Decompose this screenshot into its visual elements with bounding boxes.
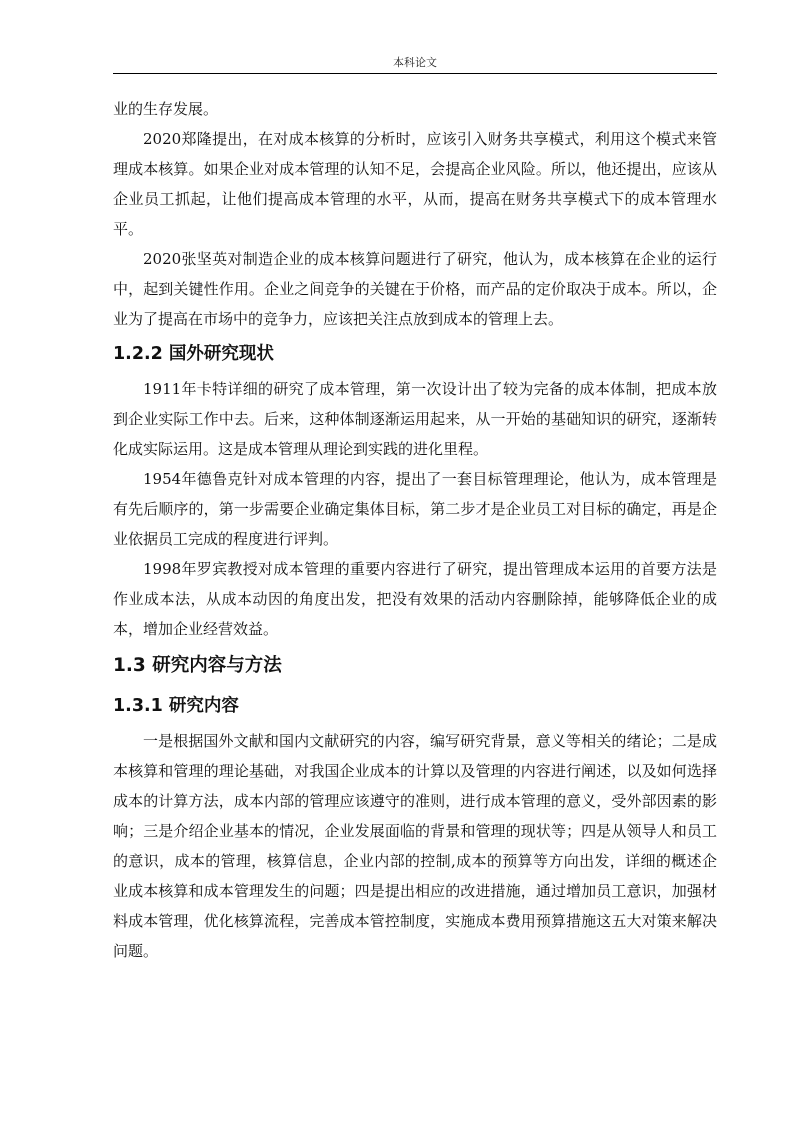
section-heading-1-3: 1.3 研究内容与方法 xyxy=(113,655,282,676)
paragraph: 2020郑隆提出，在对成本核算的分析时，应该引入财务共享模式，利用这个模式来管理成本核算。如果企业对成本管理的认知不足，会提高企业风险。所以，他还提出，应该从企业员工抓起，让他们提高成本管理的水平，从而，提高在财务共享模式下的成本管理水平。 xyxy=(113,130,717,238)
section-heading-1-3-1: 1.3.1 研究内容 xyxy=(113,696,239,716)
paragraph: 1911年卡特详细的研究了成本管理，第一次设计出了较为完备的成本体制，把成本放到企业实际工作中去。后来，这种体制逐渐运用起来，从一开始的基础知识的研究，逐渐转化成实际运用。这是成本管理从理论到实践的进化里程。 xyxy=(113,380,717,458)
paragraph: 一是根据国外文献和国内文献研究的内容，编写研究背景，意义等相关的绪论；二是成本核算和管理的理论基础，对我国企业成本的计算以及管理的内容进行阐述，以及如何选择成本的计算方法，成本内部的管理应该遵守的准则，进行成本管理的意义，受外部因素的影响；三是介绍企业基本的情况，企业发展面临的背景和管理的现状等；四是从领导人和员工的意识，成本的管理，核算信息，企业内部的控制,成本的预算等方向出发，详细的概述企业成本核算和成本管理发生的问题；四是提出相应的改进措施，通过增加员工意识，加强材料成本管理，优化核算流程，完善成本管控制度，实施成本费用预算措施这五大对策来解决问题。 xyxy=(113,732,717,960)
page-body xyxy=(113,94,717,966)
section-heading-1-2-2: 1.2.2 国外研究现状 xyxy=(113,344,274,364)
running-header: 本科论文 xyxy=(393,56,437,69)
paragraph: 业的生存发展。 xyxy=(113,100,219,118)
paragraph: 2020张坚英对制造企业的成本核算问题进行了研究，他认为，成本核算在企业的运行中，起到关键性作用。企业之间竞争的关键在于价格，而产品的定价取决于成本。所以，企业为了提高在市场中的竞争力，应该把关注点放到成本的管理上去。 xyxy=(113,250,717,328)
header-rule xyxy=(113,73,717,74)
paragraph: 1954年德鲁克针对成本管理的内容，提出了一套目标管理理论，他认为，成本管理是有先后顺序的，第一步需要企业确定集体目标，第二步才是企业员工对目标的确定，再是企业依据员工完成的程度进行评判。 xyxy=(113,470,717,548)
paragraph: 1998年罗宾教授对成本管理的重要内容进行了研究，提出管理成本运用的首要方法是作业成本法，从成本动因的角度出发，把没有效果的活动内容删除掉，能够降低企业的成本，增加企业经营效益。 xyxy=(113,560,717,638)
